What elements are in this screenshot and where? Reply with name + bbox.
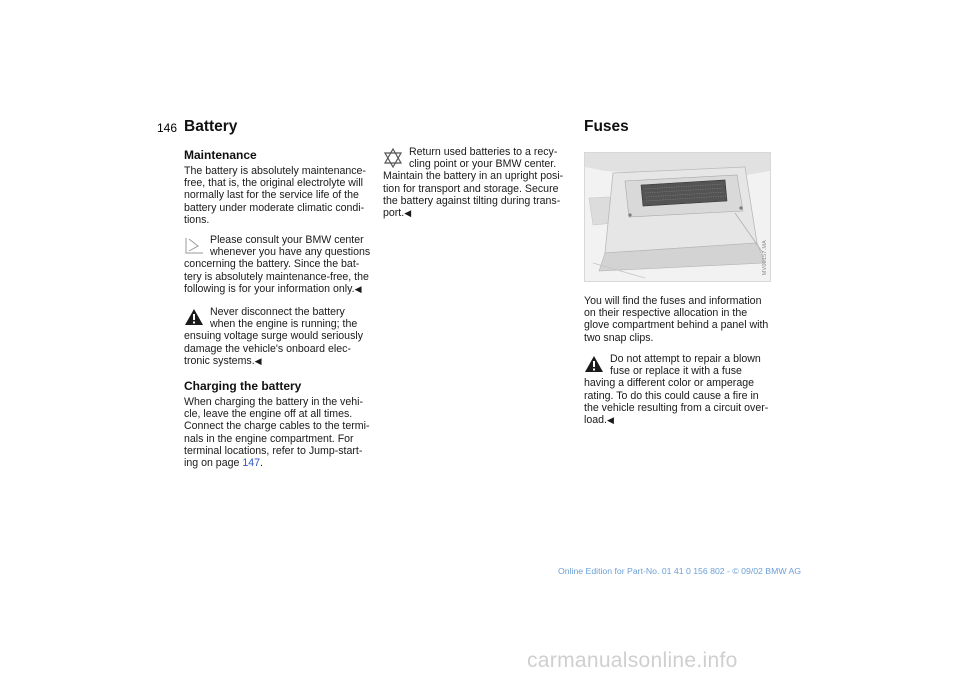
text-line: tery is absolutely maintenance-free, the <box>184 270 369 283</box>
text-line: cling point or your BMW center. <box>409 158 557 171</box>
text-line: tion for transport and storage. Secure <box>383 182 559 195</box>
glove-compartment-photo <box>584 152 771 282</box>
text-line: fuse or replace it with a fuse <box>610 365 742 378</box>
text-fragment: . <box>260 457 263 470</box>
text-fragment: port. <box>383 207 405 220</box>
text-line: battery under moderate climatic condi- <box>184 201 365 214</box>
text-line: Do not attempt to repair a blown <box>610 353 761 365</box>
text-line: free, that is, the original electrolyte will <box>184 177 363 190</box>
text-line: having a different color or amperage <box>584 377 754 390</box>
text-line: cle, leave the engine off at all times. <box>184 408 353 421</box>
text-line: on their respective allocation in the <box>584 307 748 320</box>
site-watermark: carmanualsonline.info <box>527 649 738 672</box>
recycle-note <box>383 146 583 219</box>
text-line: whenever you have any questions <box>210 246 371 259</box>
text-line: Maintain the battery in an upright posi- <box>383 170 564 183</box>
page-147-link[interactable]: 147 <box>242 457 261 470</box>
text-line: the battery against tilting during trans- <box>383 194 561 207</box>
page-number: 146 <box>157 121 178 135</box>
text-line: two snap clips. <box>584 331 654 344</box>
end-mark-icon: ◀ <box>254 355 262 366</box>
text-line: Return used batteries to a recy- <box>409 146 558 158</box>
text-line: terminal locations, refer to Jump-start- <box>184 444 363 457</box>
recycling-icon <box>383 148 403 166</box>
fuses-paragraph <box>584 295 784 344</box>
text-line: The battery is absolutely maintenance- <box>184 165 366 177</box>
warning-note <box>184 306 384 367</box>
info-arrow-icon <box>184 236 204 254</box>
text-line: When charging the battery in the vehi- <box>184 396 364 408</box>
charging-heading: Charging the battery <box>184 379 302 393</box>
text-line <box>383 207 583 219</box>
text-line: concerning the battery. Since the bat- <box>184 258 360 271</box>
text-line: tions. <box>184 213 210 226</box>
warning-triangle-icon <box>184 308 204 326</box>
text-line: damage the vehicle's onboard elec- <box>184 342 351 355</box>
text-line <box>184 457 384 469</box>
text-line: You will find the fuses and information <box>584 295 762 307</box>
maintenance-heading: Maintenance <box>184 148 257 162</box>
text-line: the vehicle resulting from a circuit over- <box>584 401 769 414</box>
text-fragment: following is for your information only. <box>184 282 355 295</box>
text-line: nals in the engine compartment. For <box>184 432 354 445</box>
text-line: normally last for the service life of the <box>184 189 359 202</box>
text-line: Connect the charge cables to the termi- <box>184 420 370 433</box>
info-note <box>184 234 384 295</box>
text-line: ensuing voltage surge would seriously <box>184 330 364 343</box>
end-mark-icon: ◀ <box>404 208 412 219</box>
text-line: Never disconnect the battery <box>210 306 345 318</box>
end-mark-icon: ◀ <box>606 415 614 426</box>
image-code: MV00157.MA <box>762 239 768 275</box>
fuses-title: Fuses <box>584 118 629 135</box>
battery-title: Battery <box>184 118 238 135</box>
text-fragment: load. <box>584 414 607 427</box>
glove-compartment-illustration <box>585 153 770 281</box>
warning-triangle-icon <box>584 355 604 373</box>
text-fragment: ing on page <box>184 457 243 470</box>
text-line: Please consult your BMW center <box>210 234 364 246</box>
fuse-warning-note <box>584 353 784 426</box>
text-line <box>184 283 384 295</box>
text-line <box>184 355 384 367</box>
charging-paragraph <box>184 396 384 469</box>
maintenance-paragraph <box>184 165 384 226</box>
end-mark-icon: ◀ <box>354 283 362 294</box>
text-fragment: tronic systems. <box>184 354 255 367</box>
text-line <box>584 414 784 426</box>
text-line: rating. To do this could cause a fire in <box>584 389 759 402</box>
edition-footer: Online Edition for Part-No. 01 41 0 156 802 - © 09/02 BMW AG <box>558 566 802 576</box>
text-line: when the engine is running; the <box>210 318 358 331</box>
text-line: glove compartment behind a panel with <box>584 319 769 332</box>
